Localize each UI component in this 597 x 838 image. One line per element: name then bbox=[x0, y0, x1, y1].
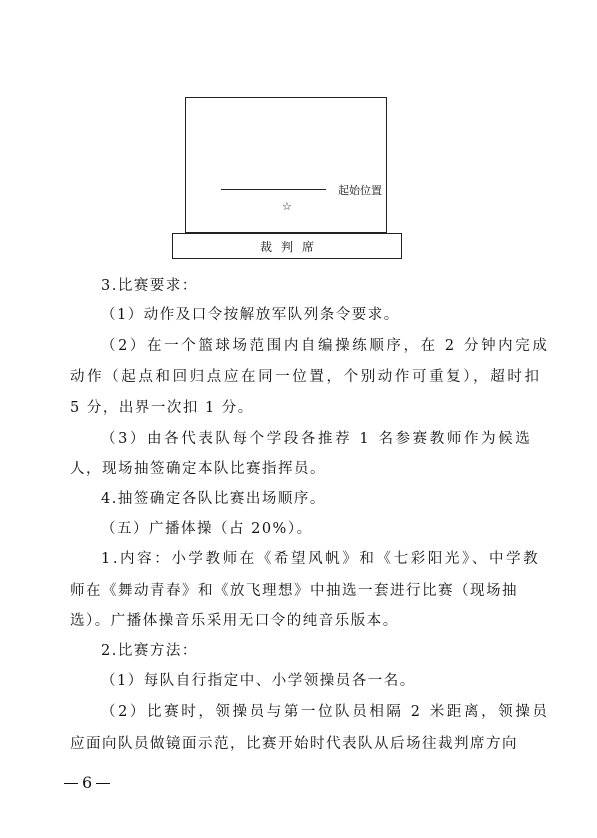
paragraph-line: （1）每队自行指定中、小学领操员各一名。 bbox=[101, 673, 416, 689]
paragraph-line: （1）动作及口令按解放军队列条令要求。 bbox=[101, 307, 400, 323]
section-heading: 2.比赛方法： bbox=[101, 643, 198, 659]
paragraph-line: 5 分，出界一次扣 1 分。 bbox=[70, 400, 254, 416]
start-line bbox=[221, 189, 326, 190]
paragraph-line: 选）。广播体操音乐采用无口令的纯音乐版本。 bbox=[70, 613, 399, 629]
paragraph-line: （2）比赛时，领操员与第一位队员相隔 2 米距离，领操员 bbox=[101, 704, 550, 720]
paragraph-line: 动作（起点和回归点应在同一位置，个别动作可重复），超时扣 bbox=[70, 369, 542, 385]
page-number: 6 bbox=[82, 773, 93, 792]
paragraph-line: 师在《舞动青春》和《放飞理想》中抽选一套进行比赛（现场抽 bbox=[70, 583, 518, 599]
paragraph-line: （2）在一个篮球场范围内自编操练顺序，在 2 分钟内完成 bbox=[101, 338, 550, 354]
section-heading: 4.抽签确定各队比赛出场顺序。 bbox=[101, 491, 326, 507]
judge-table-label: 裁判席 bbox=[259, 239, 323, 254]
section-heading: 3.比赛要求： bbox=[101, 278, 198, 294]
section-heading: （五）广播体操（占 20%）。 bbox=[101, 521, 313, 537]
dash-left bbox=[64, 783, 78, 784]
paragraph-line: 1.内容：小学教师在《希望风帆》和《七彩阳光》、中学教 bbox=[101, 551, 541, 567]
paragraph-line: （3）由各代表队每个学段各推荐 1 名参赛教师作为候选 bbox=[101, 431, 533, 447]
start-position-label: 起始位置 bbox=[338, 184, 382, 197]
judge-table-box bbox=[172, 233, 402, 259]
paragraph-line: 应面向队员做镜面示范，比赛开始时代表队从后场往裁判席方向 bbox=[70, 736, 518, 752]
dash-right bbox=[96, 783, 110, 784]
page-footer bbox=[60, 773, 114, 792]
star-icon: ☆ bbox=[282, 200, 292, 213]
field-diagram bbox=[185, 97, 387, 233]
paragraph-line: 人，现场抽签确定本队比赛指挥员。 bbox=[70, 461, 326, 477]
